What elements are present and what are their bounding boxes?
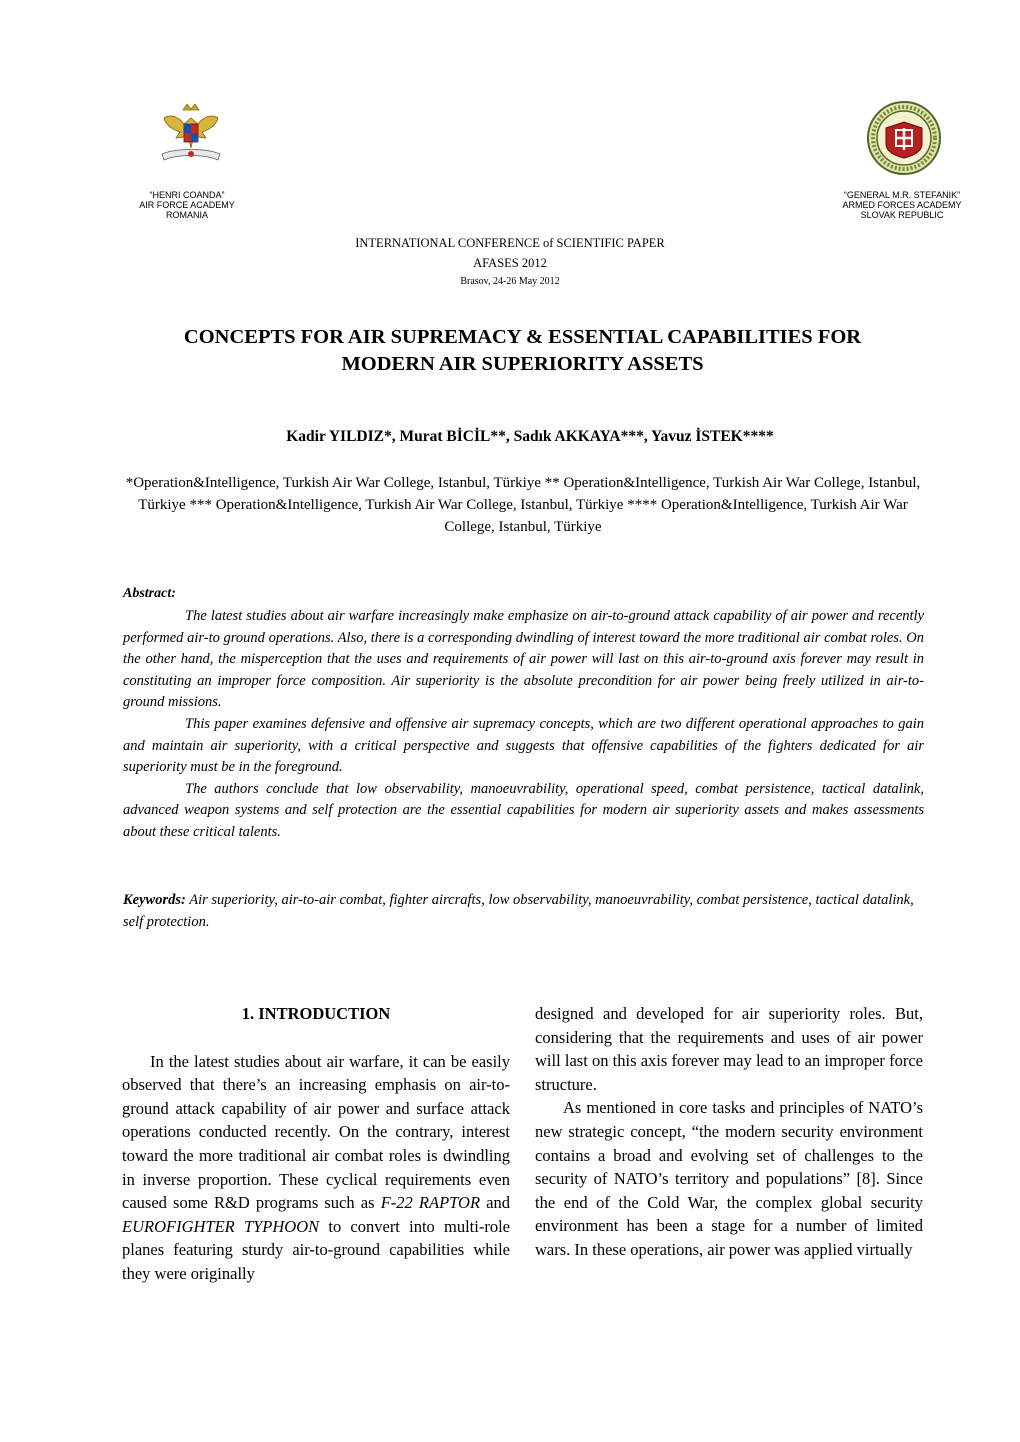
keywords-label: Keywords: xyxy=(123,892,186,908)
right-institution-line: SLOVAK REPUBLIC xyxy=(860,210,944,220)
program-name: EUROFIGHTER TYPHOON xyxy=(122,1216,320,1236)
right-institution-line: ARMED FORCES ACADEMY xyxy=(842,200,962,210)
left-institution-line: “HENRI COANDA” xyxy=(149,190,225,200)
left-institution xyxy=(120,190,254,220)
paper-title-line: MODERN AIR SUPERIORITY ASSETS xyxy=(341,353,704,375)
program-name: F-22 RAPTOR xyxy=(380,1193,481,1213)
body-paragraph: designed and developed for air superiority roles. But, considering that the requirements and uses of air power will last on this axis forever may lead to an improper force structure. xyxy=(535,1004,923,1094)
right-institution-line: “GENERAL M.R. STEFANIK” xyxy=(843,190,961,200)
conference-location-date: Brasov, 24-26 May 2012 xyxy=(460,276,560,287)
abstract-body xyxy=(123,606,924,844)
paper-title xyxy=(100,324,945,378)
abstract-paragraph: This paper examines defensive and offensive air supremacy concepts, which are two different operational approaches to gain and maintain air superiority, with a critical perspective and suggests that offensive capabilities of the fighters dedicated for air superiority must be in the foreground. xyxy=(123,715,924,776)
conference-name: INTERNATIONAL CONFERENCE of SCIENTIFIC PAPER xyxy=(355,236,665,250)
abstract-paragraph: The latest studies about air warfare increasingly make emphasize on air-to-ground attack capability of air power and recently performed air-to ground operations. Also, there is a corresponding dwindling of interest toward the more traditional air combat roles. On the other hand, the misperception that the uses and requirements of air power will last on this air-to-ground axis forever may result in constituting an improper force composition. Air superiority is the absolute precondition for air power being freely utilized in air-to-ground missions. xyxy=(123,608,924,711)
left-institution-line: AIR FORCE ACADEMY xyxy=(139,200,235,210)
right-institution xyxy=(818,190,986,220)
round-academy-seal-icon xyxy=(866,100,942,176)
crowned-eagle-crest-icon xyxy=(156,104,226,168)
authors: Kadir YILDIZ*, Murat BİCİL**, Sadık AKKAYA***, Yavuz İSTEK**** xyxy=(286,428,774,445)
intro-text: In the latest studies about air warfare, it can be easily observed that there’s an increasing emphasis on air-to-ground attack capability of air power and surface attack operations conducted recently. On the contrary, interest toward the more traditional air combat roles is dwindling in inverse proportion. These cyclical requirements even caused some R&D programs such as xyxy=(122,1051,510,1213)
body-paragraph: As mentioned in core tasks and principles of NATO’s new strategic concept, “the modern security environment contains a broad and evolving set of challenges to the security of NATO’s territory and populations” [8]. Since the end of the Cold War, the complex global security environment has been a stage for a number of limited wars. In these operations, air power was applied virtually xyxy=(535,1098,923,1259)
conference-acronym: AFASES 2012 xyxy=(473,256,547,270)
abstract-paragraph: The authors conclude that low observability, manoeuvrability, operational speed, combat persistence, tactical datalink, advanced weapon systems and self protection are the essential capabilities for modern air superiority assets and makes assessments about these critical talents. xyxy=(123,780,924,840)
intro-paragraph xyxy=(122,1050,510,1286)
abstract-heading: Abstract: xyxy=(123,586,176,601)
intro-text: to convert into multi-role planes featuring sturdy air-to-ground capabilities while they were originally xyxy=(122,1216,510,1283)
right-column xyxy=(535,1002,923,1262)
keywords-text: Air superiority, air-to-air combat, fighter aircrafts, low observability, manoeuvrability, combat persistence, tactical datalink, self protection. xyxy=(123,892,914,930)
left-column xyxy=(122,1002,510,1286)
intro-text: and xyxy=(480,1193,511,1213)
left-institution-line: ROMANIA xyxy=(165,210,208,220)
section-heading: 1. INTRODUCTION xyxy=(241,1004,391,1023)
paper-title-line: CONCEPTS FOR AIR SUPREMACY & ESSENTIAL CAPABILITIES FOR xyxy=(183,326,862,348)
keywords xyxy=(123,890,924,933)
affiliations: *Operation&Intelligence, Turkish Air War College, Istanbul, Türkiye ** Operation&Intelligence, Turkish Air War College, Istanbul, Türkiye *** Operation&Intelligence, Turkish Air War College, Istanbul, Türkiye **** Operation&Intelligence, Turkish Air War College, Istanbul, Türkiye xyxy=(125,475,921,535)
